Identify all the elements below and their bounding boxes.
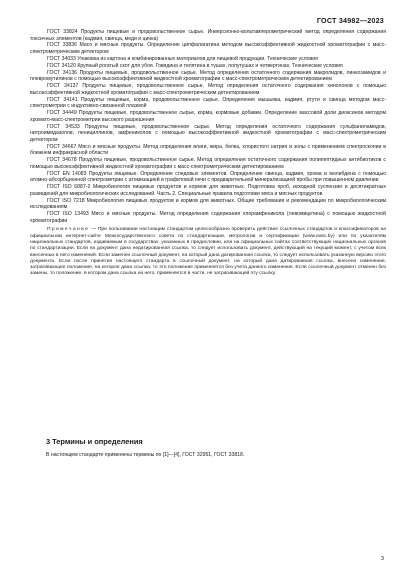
page-number: 3: [380, 556, 384, 562]
note-paragraph: [30, 227, 386, 277]
reference-item: ГОСТ 34141 Продукты пищевые, корма, продовольственное сырье. Определение мышьяка, кадмия, ртути и свинца методом масс-спектрометрии с индуктивно-связанной плазмой: [30, 96, 386, 110]
reference-item: ГОСТ ISO 13493 Мясо и мясные продукты. Метод определения содержания хлорамфеникола (левомицетина) с помощью жидкостной хроматографии: [30, 211, 386, 224]
standard-code-header: ГОСТ 34982—2023: [316, 16, 384, 25]
reference-item: ГОСТ EN 14083 Продукты пищевые. Определение следовых элементов. Определение свинца, кадмия, хрома и молибдена с помощью атомно-абсорбционной спектрометрии с атомизацией в графитовой печи с предварительной минерализацией пробы при повышенном давлении: [30, 170, 386, 184]
section-title: 3 Термины и определения: [46, 437, 143, 446]
section-text: В настоящем стандарте применены термины по [1]—[4], ГОСТ 32951, ГОСТ 33818.: [46, 452, 245, 458]
reference-item: ГОСТ ISO 7218 Микробиология пищевых продуктов и кормов для животных. Общие требования и рекомендации по микробиологическим исследованиям: [30, 197, 386, 211]
reference-item: ГОСТ 34136 Продукты пищевые, продовольственное сырье. Метод определения остаточного содержания макролидов, линкозамидов и плевромутилинов с помощью высокоэффективной жидкостной хроматографии с масс-спектрометрическим детектированием: [30, 69, 386, 83]
reference-item: ГОСТ ISO 6887-2 Микробиология пищевых продуктов и кормов для животных. Подготовка проб, исходной суспензии и десятикратных разведений для микробиологических исследований. Часть 2. Специальные правила подготовки мяса и мясных продуктов: [30, 184, 386, 197]
reference-item: ГОСТ 34449 Продукты пищевые, продовольственное сырье, корма, кормовые добавки. Определение массовой доли диоксинов методом хромато-масс-спектрометрии высокого разрешения: [30, 110, 386, 123]
reference-item: ГОСТ 34667 Мясо и мясные продукты. Метод определения влаги, жира, белка, хлористого натрия и золы с применением спектроскопии в ближнем инфракрасной области: [30, 143, 386, 157]
reference-item: ГОСТ 34033 Упаковка из картона и комбинированных материалов для пищевой продукции. Технические условия: [47, 55, 318, 62]
reference-item: ГОСТ 34678 Продукты пищевые, продовольственное сырье. Метод определения остаточного содержания полипептидных антибиотиков с помощью высокоэффективной жидкостной хроматографии с масс-спектрометрическим детектированием: [30, 157, 386, 170]
reference-item: ГОСТ 33824 Продукты пищевые и продовольственное сырье. Инверсионно-вольтамперометрический метод определения содержания токсичных элементов (кадмия, свинца, меди и цинка): [30, 29, 386, 42]
reference-item: ГОСТ 34120 Крупный рогатый скот для убоя. Говядина и телятина в тушах, полутушах и четвертинах. Технические условия: [47, 62, 343, 69]
reference-item: ГОСТ 34533 Продукты пищевые, продовольственное сырье. Метод определения остаточного содержания сульфаниламидов, нитроимидазолов, пенициллинов, амфениколов с помощью высокоэффективной жидкостной хроматографии с масс-спектрометрическим детектором: [30, 123, 386, 143]
note-text: — При пользовании настоящим стандартом целесообразно проверить действие ссылочных стандартов и классификаторов на официальном интернет-сайте Межгосударственного совета по стандартизации, метрологии и сертификации (www.easc.by) или по указателям национальных стандартов, издаваемым в государствах, указанных в предисловии, или на официальных сайтах соответствующих национальных органов по стандартизации. Если на документ дана недатированная ссылка, то следует использовать документ, действующий на текущий момент, с учетом всех внесенных в него изменений. Если заменен ссылочный документ, на который дана датированная ссылка, то следует использовать указанную версию этого документа. Если после принятия настоящего стандарта в ссылочный документ, на который дана датированная ссылка, внесено изменение, затрагивающее положение, на которое дана ссылка, то это положение применяется без учета данного изменения. Если ссылочный документ отменен без замены, то положение, в котором дана ссылка на него, применяется в части, не затрагивающей эту ссылку.: [30, 227, 386, 277]
reference-item: ГОСТ 34137 Продукты пищевые, продовольственное сырье. Метод определения остаточного содержания хинолонов с помощью высокоэффективной жидкостной хроматографии с масс-спектрометрическим детектированием: [30, 83, 386, 96]
normative-references-block: [30, 29, 386, 283]
reference-item: ГОСТ 33836 Масо и мясные продукты. Определение ципфалагатина методом высокоэффективной жидкостной хроматографии с масс-спектрометрическим детектором: [30, 42, 386, 56]
note-label: Примечание: [47, 227, 90, 233]
